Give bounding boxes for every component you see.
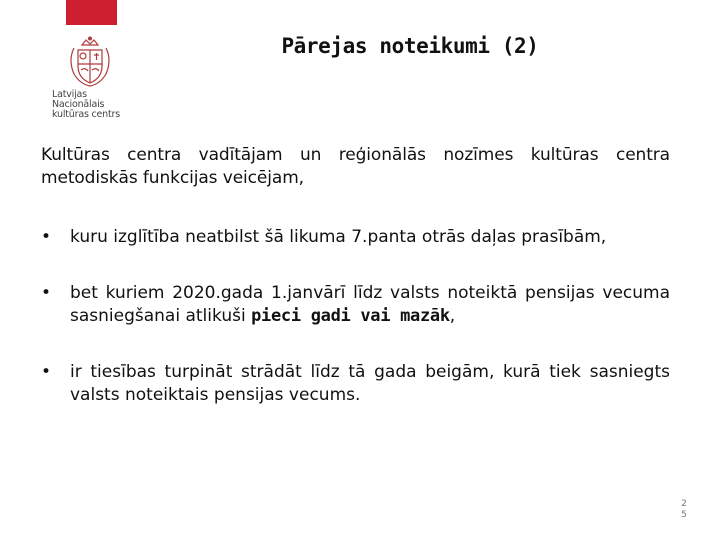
brand-color-block <box>66 0 117 25</box>
bullet-text-2: bet kuriem 2020.gada 1.janvārī līdz valsts noteiktā pensijas vecuma sasniegšanai atlikuši <box>70 283 670 326</box>
page-number <box>676 499 692 521</box>
page-number-digit-2: 5 <box>681 510 687 520</box>
bullet-item-3 <box>41 361 670 407</box>
logo <box>40 36 140 120</box>
bullet-item-2 <box>41 282 670 328</box>
bullet-text-1: kuru izglītība neatbilst šā likuma 7.panta otrās daļas prasībām, <box>70 227 607 247</box>
bullet-text-3: ir tiesības turpināt strādāt līdz tā gada beigām, kurā tiek sasniegts valsts noteiktais pensijas vecums. <box>70 362 670 405</box>
bullet-item-1 <box>41 226 670 249</box>
bullet-marker: • <box>41 283 52 303</box>
bullet-marker: • <box>41 362 52 382</box>
page-number-digit-1: 2 <box>681 499 687 509</box>
latvian-coat-of-arms-icon <box>66 36 114 88</box>
slide-title: Pārejas noteikumi (2) <box>281 34 539 58</box>
bullet-marker: • <box>41 227 52 247</box>
logo-line-1: Latvijas Nacionālais <box>52 89 105 110</box>
intro-text: Kultūras centra vadītājam un reģionālās nozīmes kultūras centra metodiskās funkcijas veicējam, <box>41 145 670 188</box>
logo-text <box>52 90 140 120</box>
logo-line-2: kultūras centrs <box>52 109 120 120</box>
bullet-list <box>41 226 670 407</box>
bullet-text-2-end: , <box>449 306 456 326</box>
bullet-text-2-emphasis: pieci gadi vai mazāk <box>251 306 450 326</box>
